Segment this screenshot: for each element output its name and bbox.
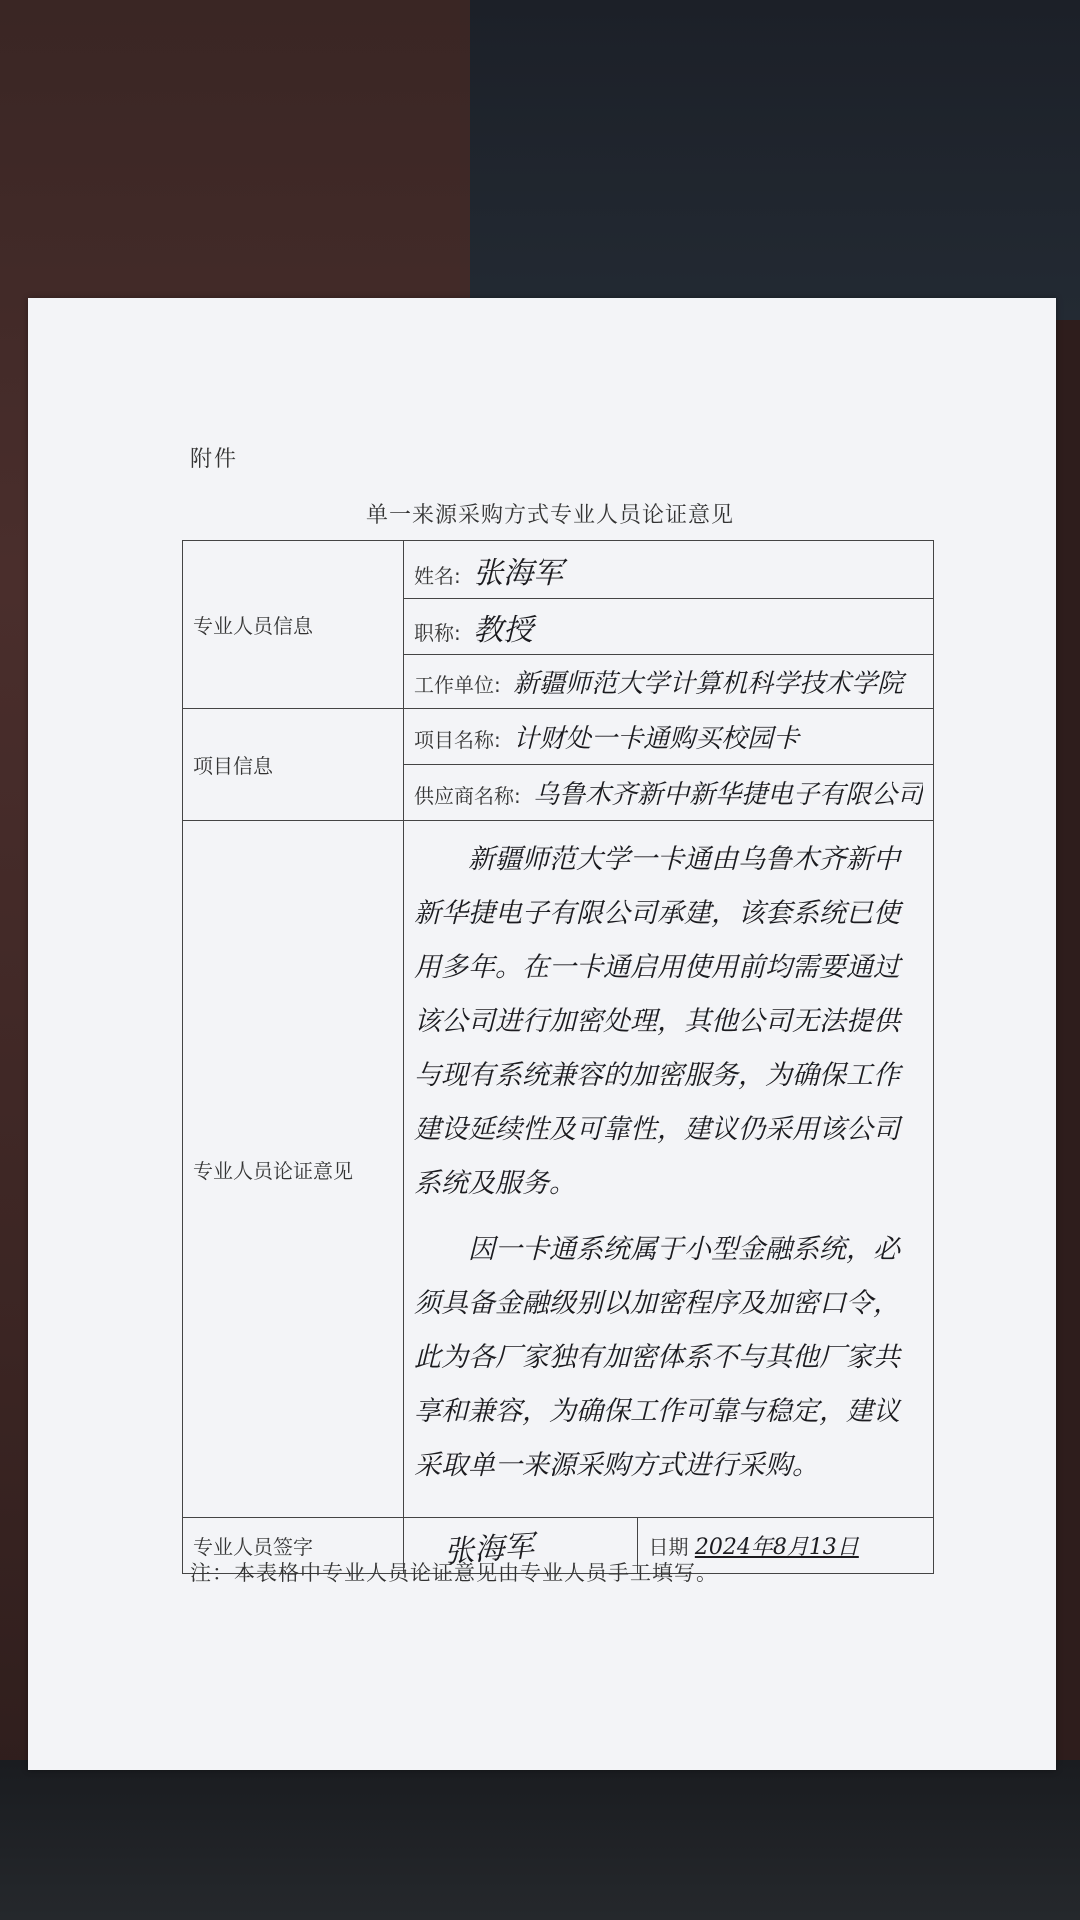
- project-name-value: 计财处一卡通购买校园卡: [513, 724, 800, 754]
- title-row: [404, 599, 934, 655]
- project-name-label: 项目名称:: [414, 728, 501, 752]
- title-label: 职称:: [414, 620, 461, 645]
- attachment-label: 附件: [190, 447, 239, 472]
- name-value: 张海军: [473, 555, 564, 591]
- date-value: 2024年8月13日: [694, 1535, 859, 1560]
- supplier-value: 乌鲁木齐新中新华捷电子有限公司: [533, 780, 924, 810]
- workplace-value: 新疆师范大学计算机科学技术学院: [513, 669, 904, 699]
- handwritten-signature: 张海军: [443, 1528, 536, 1570]
- workplace-label: 工作单位:: [414, 673, 501, 697]
- form-title: 单一来源采购方式专业人员论证意见: [365, 503, 734, 528]
- opinion-content: [404, 821, 934, 1518]
- opinion-paragraph-2: 因一卡通系统属于小型金融系统，必须具备金融级别以加密程序及加密口令，此为各厂家独有加密体系不与其他厂家共享和兼容，为确保工作可靠与稳定，建议采取单一来源采购方式进行采购。: [414, 1234, 900, 1481]
- title-value: 教授: [473, 612, 534, 648]
- signature-label: 专业人员签字: [183, 1518, 404, 1574]
- expert-info-label: 专业人员信息: [183, 541, 404, 709]
- name-label: 姓名:: [414, 563, 461, 588]
- project-name-row: [404, 709, 934, 765]
- demonstration-form-table: [182, 540, 934, 1574]
- footer-note: 注：本表格中专业人员论证意见由专业人员手工填写。: [190, 1561, 718, 1585]
- supplier-row: [404, 765, 934, 821]
- date-label: 日期: [648, 1535, 689, 1559]
- supplier-label: 供应商名称:: [414, 784, 521, 808]
- monitor-background: [470, 0, 1080, 320]
- opinion-paragraph-1: 新疆师范大学一卡通由乌鲁木齐新中新华捷电子有限公司承建，该套系统已使用多年。在一卡通启用使用前均需要通过该公司进行加密处理，其他公司无法提供与现有系统兼容的加密服务，为确保工作建设延续性及可靠性，建议仍采用该公司系统及服务。: [414, 844, 900, 1199]
- floor-background: [0, 1760, 1080, 1920]
- workplace-row: [404, 655, 934, 709]
- opinion-label: 专业人员论证意见: [183, 821, 404, 1518]
- project-info-label: 项目信息: [183, 709, 404, 821]
- name-row: [404, 541, 934, 599]
